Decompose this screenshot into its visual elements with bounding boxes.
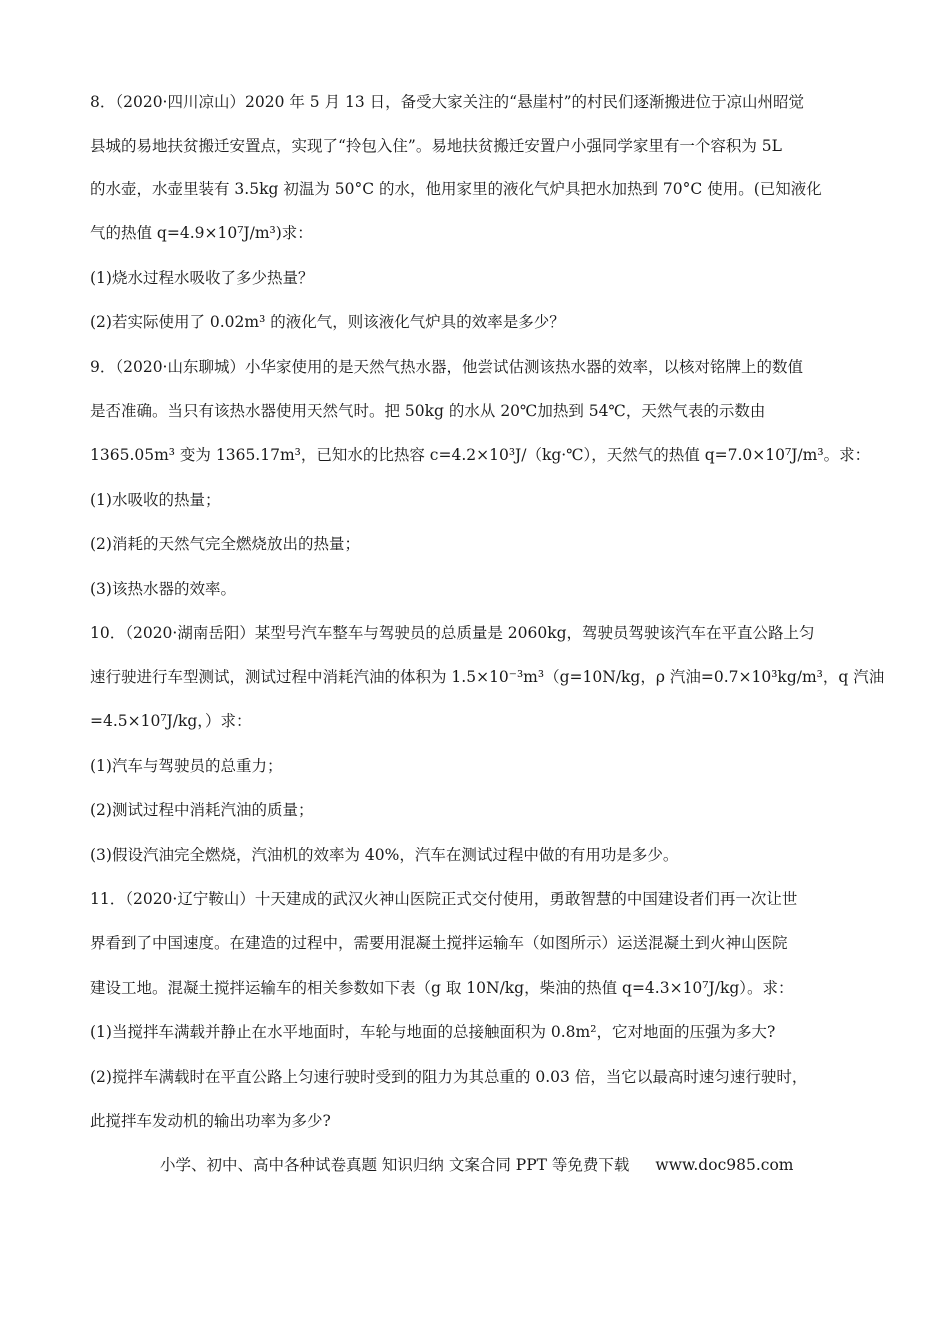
footer-url-link[interactable]: www.doc985.com (655, 1156, 794, 1174)
q10-sub-3: (3)假设汽油完全燃烧，汽油机的效率为 40%，汽车在测试过程中做的有用功是多少。 (90, 846, 679, 864)
q8-line-4: 气的热值 q=4.9×10⁷J/m³)求： (90, 224, 313, 242)
q11-sub-1: (1)当搅拌车满载并静止在水平地面时，车轮与地面的总接触面积为 0.8m²，它对地面的压强为多大? (90, 1023, 776, 1041)
q10-line-3: =4.5×10⁷J/kg，）求： (90, 712, 252, 730)
q8-line-1: 8．（2020·四川凉山）2020 年 5 月 13 日，备受大家关注的“悬崖村”的村民们逐渐搬进位于凉山州昭觉 (90, 93, 805, 111)
q9-sub-2: (2)消耗的天然气完全燃烧放出的热量； (90, 535, 360, 553)
q11-line-2: 界看到了中国速度。在建造的过程中，需要用混凝土搅拌运输车（如图所示）运送混凝土到火神山医院 (90, 934, 788, 952)
q9-sub-1: (1)水吸收的热量； (90, 491, 221, 509)
q9-line-1: 9．（2020·山东聊城）小华家使用的是天然气热水器，他尝试估测该热水器的效率，以核对铭牌上的数值 (90, 358, 803, 376)
q8-line-2: 县城的易地扶贫搬迁安置点，实现了“拎包入住”。易地扶贫搬迁安置户小强同学家里有一个容积为 5L (90, 137, 782, 155)
q8-sub-2: (2)若实际使用了 0.02m³ 的液化气，则该液化气炉具的效率是多少？ (90, 313, 565, 331)
q10-sub-2: (2)测试过程中消耗汽油的质量； (90, 801, 314, 819)
q8-sub-1: (1)烧水过程水吸收了多少热量？ (90, 269, 314, 287)
q9-line-2: 是否准确。当只有该热水器使用天然气时。把 50kg 的水从 20℃加热到 54℃，天然气表的示数由 (90, 402, 766, 420)
q11-line-1: 11．（2020·辽宁鞍山）十天建成的武汉火神山医院正式交付使用，勇敢智慧的中国建设者们再一次让世 (90, 890, 798, 908)
q10-sub-1: (1)汽车与驾驶员的总重力； (90, 757, 283, 775)
q11-line-3: 建设工地。混凝土搅拌运输车的相关参数如下表（g 取 10N/kg，柴油的热值 q=4.3×10⁷J/kg）。求： (90, 979, 794, 997)
footer-text: 小学、初中、高中各种试卷真题 知识归纳 文案合同 PPT 等免费下载 (160, 1156, 630, 1174)
page-footer (160, 1155, 793, 1175)
q9-sub-3: (3)该热水器的效率。 (90, 580, 236, 598)
q9-line-3: 1365.05m³ 变为 1365.17m³，已知水的比热容 c=4.2×10³J/（kg·℃），天然气的热值 q=7.0×10⁷J/m³。求： (90, 446, 871, 464)
q11-sub-2: (2)搅拌车满载时在平直公路上匀速行驶时受到的阻力为其总重的 0.03 倍，当它以最高时速匀速行驶时， (90, 1068, 808, 1086)
q10-line-2: 速行驶进行车型测试，测试过程中消耗汽油的体积为 1.5×10⁻³m³（g=10N/kg，ρ 汽油=0.7×10³kg/m³，q 汽油 (90, 668, 885, 686)
q8-line-3: 的水壶，水壶里装有 3.5kg 初温为 50°C 的水，他用家里的液化气炉具把水加热到 70°C 使用。(已知液化 (90, 180, 822, 198)
q11-sub-2-cont: 此搅拌车发动机的输出功率为多少? (90, 1112, 331, 1130)
q10-line-1: 10．（2020·湖南岳阳）某型号汽车整车与驾驶员的总质量是 2060kg，驾驶员驾驶该汽车在平直公路上匀 (90, 624, 815, 642)
